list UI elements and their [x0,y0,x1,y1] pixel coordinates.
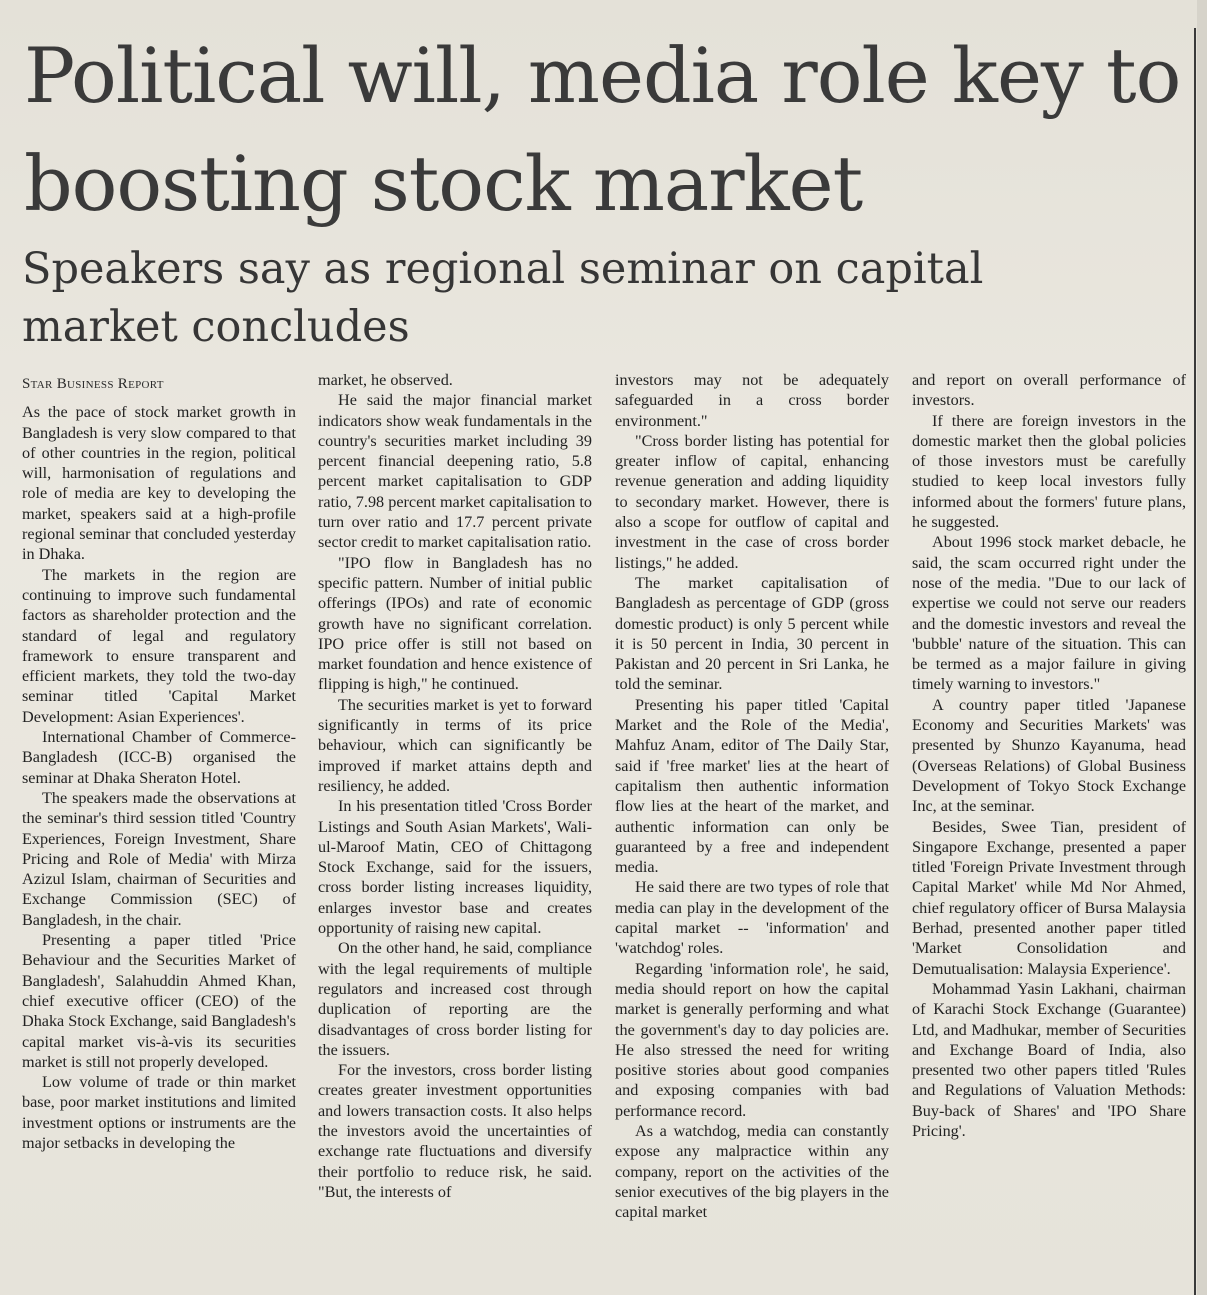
paragraph: market, he observed. [318,371,453,389]
article-column-2 [318,370,592,1202]
paragraph: In his presentation titled 'Cross Border Listings and South Asian Markets', Wali-ul-Maroof Matin, CEO of Chittagong Stock Exchange, said for the issuers, cross border listing increases liquidity, enlarges investor base and creates opportunity of raising new capital. [318,797,592,938]
paragraph: He said the major financial market indicators show weak fundamentals in the country's securities market including 39 percent financial deepening ratio, 5.8 percent market capitalisation to GDP ratio, 7.98 percent market capitalisation to turn over ratio and 17.7 percent private sector credit to market capitalisation ratio. [318,391,592,552]
paragraph: "Cross border listing has potential for greater inflow of capital, enhancing revenue generation and adding liquidity to secondary market. However, there is also a scope for outflow of capital and investment in the case of cross border listings," he added. [615,431,889,572]
paragraph: As the pace of stock market growth in Bangladesh is very slow compared to that of other countries in the region, political will, harmonisation of regulations and role of media are key to developing the market, speakers said at a high-profile regional seminar that concluded yesterday in Dhaka. [22,403,296,564]
paragraph: The market capitalisation of Bangladesh as percentage of GDP (gross domestic product) is only 5 percent while it is 50 percent in India, 30 percent in Pakistan and 20 percent in Sri Lanka, he told the seminar. [615,573,889,694]
paragraph: As a watchdog, media can constantly expose any malpractice within any company, report on the activities of the senior executives of the big players in the capital market [615,1121,889,1222]
paragraph: The speakers made the observations at the seminar's third session titled 'Country Experiences, Foreign Investment, Share Pricing and Role of Media' with Mirza Azizul Islam, chairman of Securities and Exchange Commission (SEC) of Bangladesh, in the chair. [22,788,296,929]
adjacent-page-edge [1197,0,1207,1295]
paragraph: investors may not be adequately safeguarded in a cross border environment." [615,371,889,430]
paragraph: For the investors, cross border listing creates greater investment opportunities and lowers transaction costs. It also helps the investors avoid the uncertainties of exchange rate fluctuations and diversify their portfolio to reduce risk, he said. "But, the interests of [318,1061,592,1201]
paragraph: The securities market is yet to forward significantly in terms of its price behaviour, which can significantly be improved if market attains depth and resiliency, he added. [318,695,592,795]
paragraph: and report on overall performance of investors. [912,371,1186,410]
paragraph: Low volume of trade or thin market base, poor market institutions and limited investment options or instruments are the major setbacks in developing the [22,1073,296,1152]
paragraph: If there are foreign investors in the domestic market then the global policies of those investors must be carefully studied to keep local investors fully informed about the formers' future plans, he suggested. [912,411,1186,532]
article-column-1 [22,370,296,1153]
paragraph: Mohammad Yasin Lakhani, chairman of Karachi Stock Exchange (Guarantee) Ltd, and Madhukar, member of Securities and Exchange Board of India, also presented two other papers titled 'Rules and Regulations of Valuation Methods: Buy-back of Shares' and 'IPO Share Pricing'. [912,979,1186,1140]
article-column-4 [912,370,1186,1141]
column-rule [1194,28,1196,1295]
paragraph: On the other hand, he said, compliance with the legal requirements of multiple regulators and increased cost through duplication of reporting are the disadvantages of cross border listing for the issuers. [318,939,592,1059]
paragraph: A country paper titled 'Japanese Economy and Securities Markets' was presented by Shunzo Kayanuma, head (Overseas Relations) of Global Business Development of Tokyo Stock Exchange Inc, at the seminar. [912,695,1186,816]
paragraph: International Chamber of Commerce-Bangladesh (ICC-B) organised the seminar at Dhaka Sheraton Hotel. [22,728,296,787]
paragraph: Presenting his paper titled 'Capital Market and the Role of the Media', Mahfuz Anam, editor of The Daily Star, said if 'free market' lies at the heart of capitalism then authentic information flow lies at the heart of the market, and authentic information can only be guaranteed by a free and independent media. [615,695,889,877]
paragraph: The markets in the region are continuing to improve such fundamental factors as shareholder protection and the standard of legal and regulatory framework to ensure transparent and efficient markets, they told the two-day seminar titled 'Capital Market Development: Asian Experiences'. [22,565,296,726]
article-column-3 [615,370,889,1222]
subheadline: Speakers say as regional seminar on capital market concludes [22,244,984,352]
paragraph: He said there are two types of role that media can play in the development of the capital market -- 'information' and 'watchdog' roles. [615,878,889,958]
paragraph: About 1996 stock market debacle, he said, the scam occurred right under the nose of the media. "Due to our lack of expertise we could not serve our readers and the domestic investors and reveal the 'bubble' nature of the situation. This can be termed as a major failure in giving timely warning to investors." [912,533,1186,694]
paragraph: "IPO flow in Bangladesh has no specific pattern. Number of initial public offerings (IPOs) and rate of economic growth have no significant correlation. IPO price offer is still not based on market foundation and hence existence of flipping is high," he continued. [318,553,592,694]
paragraph: Regarding 'information role', he said, media should report on how the capital market is generally performing and what the government's day to day policies are. He also stressed the need for writing positive stories about good companies and exposing companies with bad performance record. [615,959,889,1120]
paragraph: Besides, Swee Tian, president of Singapore Exchange, presented a paper titled 'Foreign Private Investment through Capital Market' while Md Nor Ahmed, chief regulatory officer of Bursa Malaysia Berhad, presented another paper titled 'Market Consolidation and Demutualisation: Malaysia Experience'. [912,817,1186,978]
paragraph: Presenting a paper titled 'Price Behaviour and the Securities Market of Bangladesh', Salahuddin Ahmed Khan, chief executive officer (CEO) of the Dhaka Stock Exchange, said Bangladesh's capital market vis-à-vis its securities market is still not properly developed. [22,931,296,1071]
headline: Political will, media role key to boosting stock market [24,31,1181,228]
byline: Star Business Report [22,376,164,392]
